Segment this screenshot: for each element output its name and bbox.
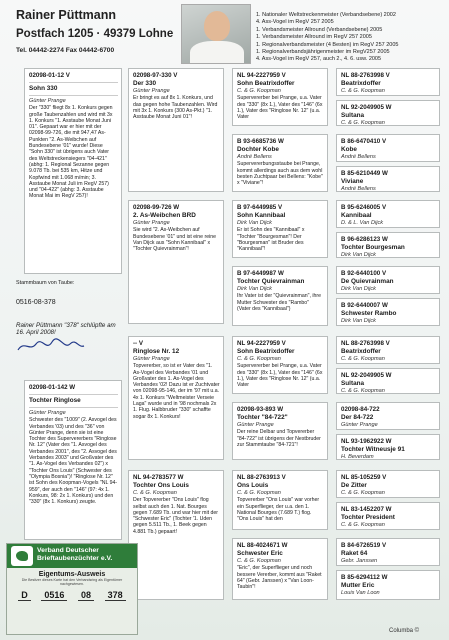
stamp-label: Stammbaum von Taube:	[16, 280, 75, 286]
breeder-name: C. & G. Koopman	[237, 558, 281, 564]
pigeon-name: Kobe	[341, 146, 357, 153]
pedigree-mm[interactable]	[232, 266, 328, 326]
breeder-name: André Bellens	[341, 186, 376, 192]
pigeon-description: Sie wird "2. As-Weibchen auf Bundesebene '01" und ist eine reine Van Dijck aus "Sohn Kannibaal" x "Tochter Quievrainman"!	[133, 227, 217, 253]
pigeon-description: Supervererbungsstaube bei Prange, kommt allerdings auch aus dem wohl besten Zuchtpaar bei Bellens: "Kobe" x "Viviane"!	[237, 161, 323, 187]
ring-number: NL 85-105259 V	[341, 474, 387, 481]
pigeon-name: De Zitter	[341, 482, 367, 489]
pigeon-description: Ihr Vater ist der "Quievrainman", ihre Mutter Schwester des "Rambo" (Vater des "Kannibaal")	[237, 293, 322, 312]
pigeon-description: Supervererber bei Prange, u.a. Vater des "330" (8x 1.), Vater des "146" (6x 1.), Vater des "Ringlose Nr. 12" (u.a. Vater	[237, 363, 323, 389]
pigeon-description: Er ist Sohn des "Kannibaal" x "Tochter "Bourgesman"! Der "Bourgesman" ist Bruder des "Kannibaal"!	[237, 227, 305, 253]
pigeon-name: Kannibaal	[341, 212, 372, 219]
card-number-part1: 0516	[41, 590, 67, 601]
pigeon-name: Schwester Rambo	[341, 310, 397, 317]
breeder-name: André Bellens	[237, 154, 272, 160]
pigeon-description: Topvererber "Ons Louis" war vorher ein Superflieger, der u.a. den 1. National Bourges (7.689 T.) flog. "Ons Louis" hat den	[237, 497, 320, 523]
ring-number: B 93-6685736 W	[237, 138, 284, 145]
breeder-name: Dirk Van Dijck	[341, 286, 376, 292]
breeder-name: Günter Prange	[237, 422, 274, 428]
breeder-header	[16, 8, 176, 54]
breeder-name: Günter Prange	[133, 356, 170, 362]
pigeon-name: Dochter Kobe	[237, 146, 279, 153]
pigeon-description: Er bringt es auf 8x 1. Konkurs, und das gegen hohe Taubenzahlen. Wird mit 3x 1. Konkurs (300 As-Pkt.) "1. Asstaube Monat Juni 01"!	[133, 95, 218, 121]
pedigree-ff-2[interactable]	[232, 336, 328, 394]
pedigree-mff-2[interactable]	[336, 470, 440, 498]
pedigree-father-2[interactable]	[128, 336, 224, 460]
breeder-address: Postfach 1205 · 49379 Lohne	[16, 28, 174, 40]
ring-number: B 97-6449987 W	[237, 270, 284, 277]
pigeon-name: Tochter Ons Louis	[133, 482, 189, 489]
vdb-logo-icon	[11, 546, 33, 566]
breeder-name: André Bellens	[341, 154, 376, 160]
pigeon-name: Tochter Witneusje 91	[341, 446, 405, 453]
divider	[29, 407, 118, 408]
pigeon-description: Der reine Delbar und Topvererber "84-722" ist übrigens der Nestbruder zur Stammtaube "84-721"!	[237, 429, 321, 448]
card-ring-number	[7, 590, 137, 601]
photo-body	[190, 41, 244, 64]
pedigree-mmf-2[interactable]	[336, 538, 440, 566]
pedigree-ffm-2[interactable]	[336, 368, 440, 394]
breeder-name: C. & G. Koopman	[341, 120, 385, 126]
pedigree-fff[interactable]	[336, 68, 440, 96]
divider	[29, 82, 118, 83]
pedigree-mf-2[interactable]	[232, 470, 328, 530]
breeder-name: Günter Prange	[29, 410, 66, 416]
breeder-name: D. & L. Van Dijck	[341, 220, 384, 226]
pedigree-father[interactable]	[128, 68, 224, 192]
breeder-name: H. Beverdam	[341, 454, 374, 460]
divider	[29, 394, 118, 395]
breeder-photo	[181, 4, 251, 64]
award-line: 1. Regionalverbandsmeister (4 Besten) im RegV 257 2005	[256, 41, 399, 48]
pigeon-name: 2. As-Weibchen BRD	[133, 212, 196, 219]
ring-number: B 92-6440100 V	[341, 270, 387, 277]
pigeon-description: Der "330" fliegt 8x 1. Konkurs gegen große Taubenzahlen und wird mit 3x 1. Konkurs "1. Asstaube Monat Juni 01". Gepaart war er hier mit der 02098-99-726, die mit 947,47 As-Punkten "2. As-Weibchen auf Bundesebene '01" wurde! Diese "Sohn 330" ist übrigens auch Vater des Weltstreckensiegers "04-421" (abhg: 1. Regional Sezanne gegen 9.078 Tb. bei 535 km, Hitze und Kopfwind mit 1.068 m/min; 3. Asstaube Monat Juli im RegV 257) und "04-422" (abhg: 3. Asstaube Monat Mai im RegV 257)!	[29, 105, 113, 200]
pigeon-name: Mutter Eric	[341, 582, 375, 589]
pedigree-fmf-2[interactable]	[336, 402, 440, 430]
breeder-name: Dirk Van Dijck	[341, 252, 376, 258]
card-header	[7, 544, 137, 568]
pedigree-fm[interactable]	[232, 134, 328, 192]
ring-number: B 85-6294112 W	[341, 574, 388, 581]
card-prefix: D	[18, 590, 31, 601]
breeder-name: Günter Prange	[29, 98, 66, 104]
pigeon-name: Tochter "84-722"	[237, 414, 288, 421]
pedigree-mff[interactable]	[336, 200, 440, 228]
card-number-part2: 08	[78, 590, 94, 601]
pigeon-name: Sohn Beatrixdoffer	[237, 348, 295, 355]
breeder-name: Rainer Püttmann	[16, 8, 117, 22]
breeder-name: C. & G. Koopman	[341, 388, 385, 394]
pedigree-subject-mother[interactable]	[24, 380, 122, 540]
ring-number: NL 88-2763913 V	[237, 474, 286, 481]
breeder-name: Dirk Van Dijck	[237, 286, 272, 292]
signature-scribble-icon	[16, 338, 86, 354]
pedigree-mmm[interactable]	[336, 298, 440, 326]
pigeon-name: Der 330	[133, 80, 157, 87]
pedigree-mother-2[interactable]	[128, 470, 224, 600]
ring-number: NL 94-2783577 W	[133, 474, 184, 481]
award-line: 1. Regionalverbandsjährigenmeister im RegV257 2005	[256, 49, 390, 56]
pigeon-name: Viviane	[341, 178, 364, 185]
pigeon-name: Tochter Bourgesman	[341, 244, 405, 251]
pigeon-name: Sohn Beatrixdoffer	[237, 80, 295, 87]
ring-number: 02098-01-12 V	[29, 72, 70, 79]
pigeon-name: Beatrixdoffer	[341, 348, 381, 355]
ring-number: NL 83-1452207 W	[341, 506, 392, 513]
ring-number: NL 88-2763998 V	[341, 340, 390, 347]
breeder-name: Louis Van Loon	[341, 590, 380, 596]
breeder-name: Dirk Van Dijck	[341, 318, 376, 324]
ring-number: -- V	[133, 340, 143, 347]
ring-number: B 97-6449985 V	[237, 204, 283, 211]
pigeon-name: Tochter Quievrainman	[237, 278, 305, 285]
pigeon-name: Ringlose Nr. 12	[133, 348, 180, 355]
pigeon-description: Supervererber bei Prange, u.a. Vater des "330" (8x 1.), Vater des "146" (6x 1.), Vater des "Ringlose Nr. 12" (u.a. Vater	[237, 95, 323, 121]
ownership-card	[6, 543, 138, 635]
ring-number: B 84-6726519 V	[341, 542, 387, 549]
pigeon-name: Raket 64	[341, 550, 368, 557]
ring-number: 02098-01-142 W	[29, 384, 76, 391]
ring-number: NL 88-2763998 V	[341, 72, 390, 79]
ring-number: B 96-6286123 W	[341, 236, 388, 243]
photo-face	[204, 11, 230, 41]
award-line: 4. Ass-Vogel im RegV 257, auch 2., 4. 6. usw. 2005	[256, 56, 382, 63]
pigeon-description: Der Topvererber "Ons Louis" flog selbst auch den 1. Nat. Bourges gegen 7.689 Tb. und war hier mit der "Schwester Eric" (Tochter '1. Uden gegen 5.511 Tb., 1. Beek gegen 4.881 Tb.) gepaart!	[133, 497, 218, 535]
pigeon-name: Beatrixdoffer	[341, 80, 381, 87]
ring-number: 02098-99-726 W	[133, 204, 180, 211]
breeder-name: Dirk Van Dijck	[237, 220, 272, 226]
breeder-name: C. & G. Koopman	[237, 490, 281, 496]
pedigree-fmm-2[interactable]	[336, 434, 440, 460]
breeder-name: Gebr. Janssen	[341, 558, 378, 564]
pigeon-name: Tochter Ringlose	[29, 397, 81, 404]
ring-number: 02098-97-330 V	[133, 72, 178, 79]
ring-number: B 95-6246005 V	[341, 204, 387, 211]
pigeon-name: Sohn Kannibaal	[237, 212, 286, 219]
award-line: 1. Verbandsmeister Allround (Verbandsebene) 2005	[256, 26, 383, 33]
breeder-name: C. & G. Koopman	[341, 490, 385, 496]
pedigree-stamp	[16, 280, 116, 370]
ring-number: 02098-93-893 W	[237, 406, 284, 413]
award-line: 1. Verbandsmeister Allround im RegV 257 2005	[256, 34, 372, 41]
card-fine-print: Die Besitzer dieses Karte hat den Verbandsring als Eigentümer nachgewiesen.	[21, 578, 123, 587]
pigeon-name: Sohn 330	[29, 85, 58, 92]
pedigree-mfm-2[interactable]	[336, 502, 440, 530]
pigeon-name: Schwester Eric	[237, 550, 283, 557]
ring-number: NL 93-1962922 W	[341, 438, 392, 445]
ring-number: NL 92-2049905 W	[341, 372, 392, 379]
card-org: Verband Deutscher Brieftaubenzüchter e.V.	[37, 547, 113, 562]
ring-number: B 85-6210449 W	[341, 170, 388, 177]
pedigree-subject[interactable]	[24, 68, 122, 274]
pigeon-description: Topvererber, so ist er Vater des "1. As-Vogel des Verbandes '01 und Großvater des 1. As-Vogel des Verbandes '02! Dazu ist er Zuchtvater von 02098-95-146, der im '97 mit u.a. 4x 1. Konkurs "Weltmeister Verseie Laga" wurde und in '98 nochmals 2x 1. Flug. Halbbruder "330" schaffte sogar 8x 1. Konkurs!	[133, 363, 220, 420]
pigeon-description: Schwester des "1009" (2. Asvogel des Verbandes '03) und des "36" von Günter Prange, denn sie ist eine Tochter des Supervererbers "Ringlose Nr. 12" (Vater des "1. Asvogel des Verbandes 2001", des "2. Asvogel des Verbandes 2003" und Großvater des "1. As-Vogel des Verbandes 02") x "Tochter Ons Louis" (Schwester des "Olympia Bosnia")! "Ringlose Nr. 12" ist Sohn des Koopman-Vogels "NL 94-959", der auch den "146" (97: 4x 1. Konkurs, 98: 2x 1. Konkurs) und den "330" (8x 1. Konkurs) zeugte.	[29, 417, 118, 506]
pedigree-ff[interactable]	[232, 68, 328, 126]
pedigree-fff-2[interactable]	[336, 336, 440, 364]
pedigree-ffm[interactable]	[336, 100, 440, 126]
pigeon-name: De Quievrainman	[341, 278, 394, 285]
pigeon-name: Ons Louis	[237, 482, 269, 489]
pedigree-mm-2[interactable]	[232, 538, 328, 600]
ring-number: NL 94-2227959 V	[237, 72, 286, 79]
ring-number: B 92-6440007 W	[341, 302, 388, 309]
pigeon-name: Der 84-722	[341, 414, 374, 421]
ring-number: NL 88-4024671 W	[237, 542, 288, 549]
stamp-signature: Rainer Püttmann "378" schlüpfte am 16. April 2008!	[16, 322, 116, 336]
breeder-name: Günter Prange	[341, 422, 378, 428]
breeder-name: C. & G. Koopman	[237, 88, 281, 94]
pedigree-fm-2[interactable]	[232, 402, 328, 460]
breeder-name: Günter Prange	[133, 220, 170, 226]
ring-number: B 86-6470410 V	[341, 138, 387, 145]
pigeon-description: "Eric", der Superflieger und noch bessere Vererber, kommt aus "Raket 64" (Gebr. Janssen) x "Van Loon-Taubin"!	[237, 565, 322, 591]
award-line: 1. Nationaler Weltstreckenmeister (Verbandsebene) 2002	[256, 12, 396, 18]
pedigree-fmf[interactable]	[336, 134, 440, 162]
awards-list	[256, 12, 446, 64]
breeder-name: C. & G. Koopman	[341, 522, 385, 528]
pedigree-mmm-2[interactable]	[336, 570, 440, 600]
pigeon-name: Sultana	[341, 112, 365, 119]
pedigree-fmm[interactable]	[336, 166, 440, 192]
breeder-name: Günter Prange	[133, 88, 170, 94]
ring-number: 02098-84-722	[341, 406, 380, 413]
pigeon-name: Tochter President	[341, 514, 395, 521]
pedigree-mfm[interactable]	[336, 232, 440, 258]
award-line: 4. Ass-Vogel im RegV 257 2005	[256, 19, 334, 26]
breeder-name: C. & G. Koopman	[341, 88, 385, 94]
breeder-name: C. & G. Koopman	[133, 490, 177, 496]
ring-number: NL 92-2049905 W	[341, 104, 392, 111]
card-title: Eigentums-Ausweis	[38, 571, 106, 578]
stamp-number: 0516-08-378	[16, 299, 56, 306]
pedigree-mother[interactable]	[128, 200, 224, 324]
breeder-name: C. & G. Koopman	[237, 356, 281, 362]
pedigree-mf[interactable]	[232, 200, 328, 258]
pedigree-mmf[interactable]	[336, 266, 440, 294]
pigeon-name: Sultana	[341, 380, 365, 387]
footer-credit: Columba ©	[389, 628, 420, 634]
breeder-contact: Tel. 04442-2274 Fax 04442-6700	[16, 47, 115, 54]
divider	[29, 95, 118, 96]
breeder-name: C. & G. Koopman	[341, 356, 385, 362]
card-number-part3: 378	[105, 590, 126, 601]
ring-number: NL 94-2227959 V	[237, 340, 286, 347]
